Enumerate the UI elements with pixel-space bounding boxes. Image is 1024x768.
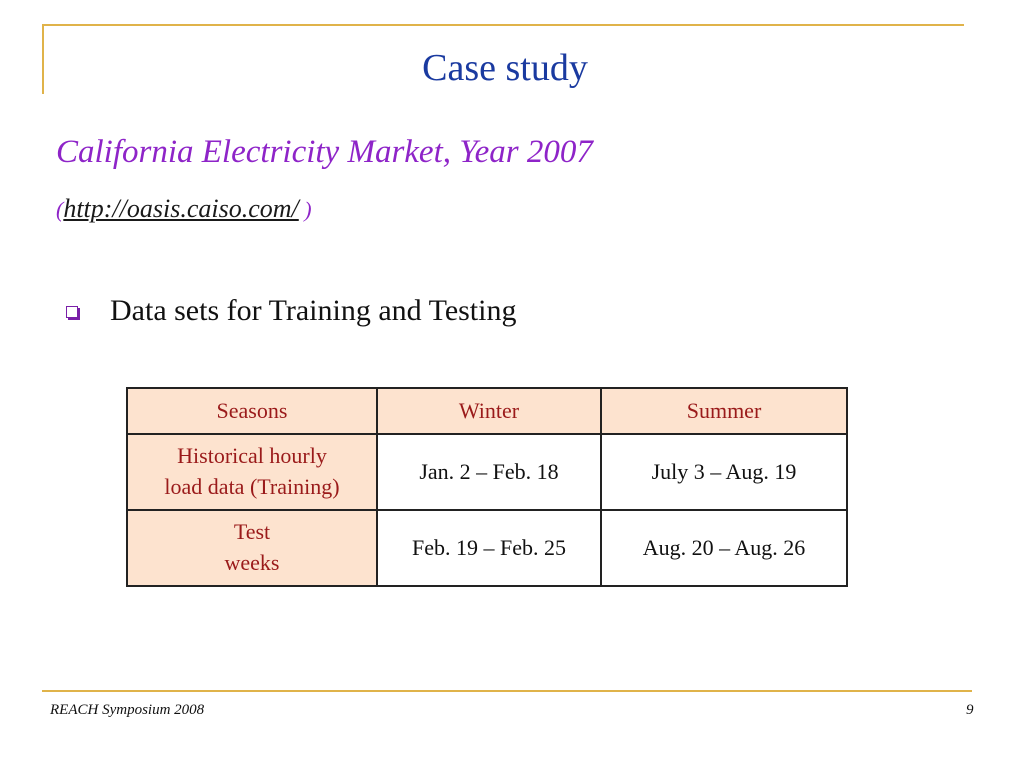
header-winter: Winter — [377, 388, 601, 434]
footer-divider-line — [42, 690, 972, 692]
footer-event-name: REACH Symposium 2008 — [50, 702, 205, 718]
bullet-text: Data sets for Training and Testing — [110, 294, 517, 327]
row-label-training — [127, 434, 377, 510]
cell-training-winter: Jan. 2 – Feb. 18 — [377, 434, 601, 510]
cell-training-summer: July 3 – Aug. 19 — [601, 434, 847, 510]
row-label-line: Historical hourly — [177, 443, 327, 469]
hollow-square-bullet-icon — [66, 306, 78, 318]
header-summer: Summer — [601, 388, 847, 434]
row-label-line: load data (Training) — [164, 474, 340, 499]
cell-test-winter: Feb. 19 – Feb. 25 — [377, 510, 601, 586]
frame-top-line — [42, 24, 964, 26]
datasets-table — [126, 387, 848, 587]
bullet-item — [66, 294, 516, 328]
row-label-line: weeks — [224, 550, 280, 575]
table-row — [127, 510, 847, 586]
row-label-test — [127, 510, 377, 586]
page-number: 9 — [966, 702, 974, 718]
header-seasons: Seasons — [127, 388, 377, 434]
link-close-paren: ) — [304, 197, 312, 222]
row-label-line: Test — [233, 519, 271, 545]
slide-subtitle: California Electricity Market, Year 2007 — [56, 134, 593, 170]
link-open-paren: ( — [56, 197, 64, 222]
source-link-line — [56, 194, 312, 224]
slide-title: Case study — [422, 47, 588, 89]
source-url-link[interactable]: http://oasis.caiso.com/ — [63, 194, 299, 223]
cell-test-summer: Aug. 20 – Aug. 26 — [601, 510, 847, 586]
table-row — [127, 434, 847, 510]
table-header-row — [127, 388, 847, 434]
